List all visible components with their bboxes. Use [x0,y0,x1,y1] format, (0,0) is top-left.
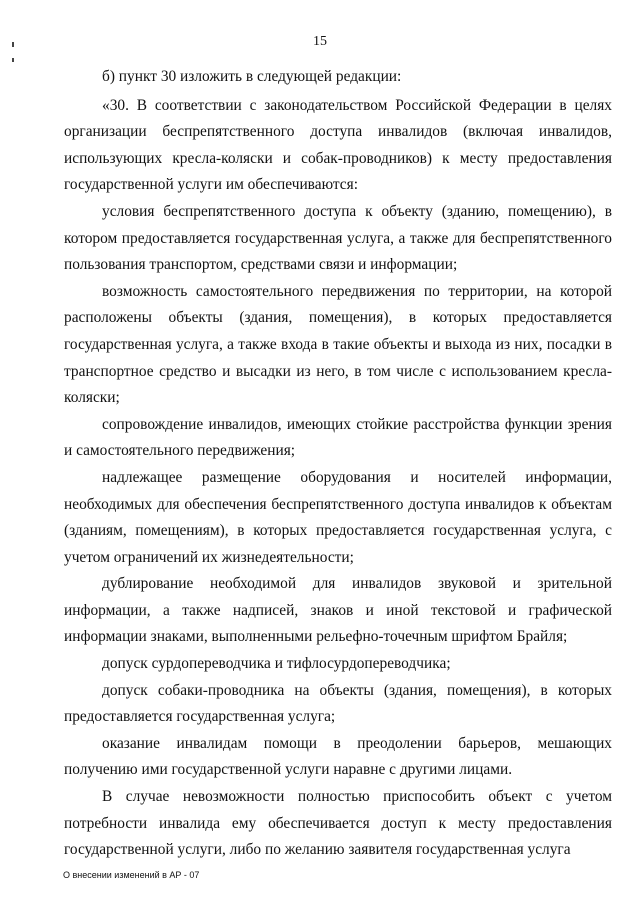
paragraph: допуск сурдопереводчика и тифлосурдопереводчика; [102,655,451,673]
page-number: 15 [313,34,327,49]
paragraph: «30. В соответствии с законодательством Российской Федерации в целях организации беспрепятственного доступа инвалидов (включая инвалидов, использующих кресла-коляски и собак-проводников) к месту предоставления государственной услуги им обеспечиваются: [64,96,612,194]
paragraph: допуск собаки-проводника на объекты (здания, помещения), в которых предоставляется государственная услуга; [64,681,612,726]
paragraph: б) пункт 30 изложить в следующей редакции: [102,68,402,85]
paragraph: возможность самостоятельного передвижения по территории, на которой расположены объекты (здания, помещения), в которых предоставляется государственная услуга, а также входа в такие объекты и выхода из них, посадки в транспортное средство и высадки из него, в том числе с использованием кресла-коляски; [64,282,612,407]
paragraph: В случае невозможности полностью приспособить объект с учетом потребности инвалида ему обеспечивается доступ к месту предоставления государственной услуги, либо по желанию заявителя государственная услуга [64,788,612,859]
document-body [64,64,612,864]
paragraph: условия беспрепятственного доступа к объекту (зданию, помещению), в котором предоставляется государственная услуга, а также для беспрепятственного пользования транспортом, средствами связи и информации; [64,202,612,274]
paragraph: дублирование необходимой для инвалидов звуковой и зрительной информации, а также надписей, знаков и иной текстовой и графической информации знаками, выполненными рельефно-точечным шрифтом Брайля; [64,575,612,646]
paragraph: оказание инвалидам помощи в преодолении барьеров, мешающих получению ими государственной услуги наравне с другими лицами. [64,734,612,779]
paragraph: надлежащее размещение оборудования и носителей информации, необходимых для обеспечения беспрепятственного доступа инвалидов к объектам (зданиям, помещениям), в которых предоставляется государственная услуга, с учетом ограничений их жизнедеятельности; [64,468,612,566]
footer-note: О внесении изменений в АР - 07 [63,870,200,880]
scan-mark [12,58,14,62]
paragraph: сопровождение инвалидов, имеющих стойкие расстройства функции зрения и самостоятельного передвижения; [64,415,612,460]
